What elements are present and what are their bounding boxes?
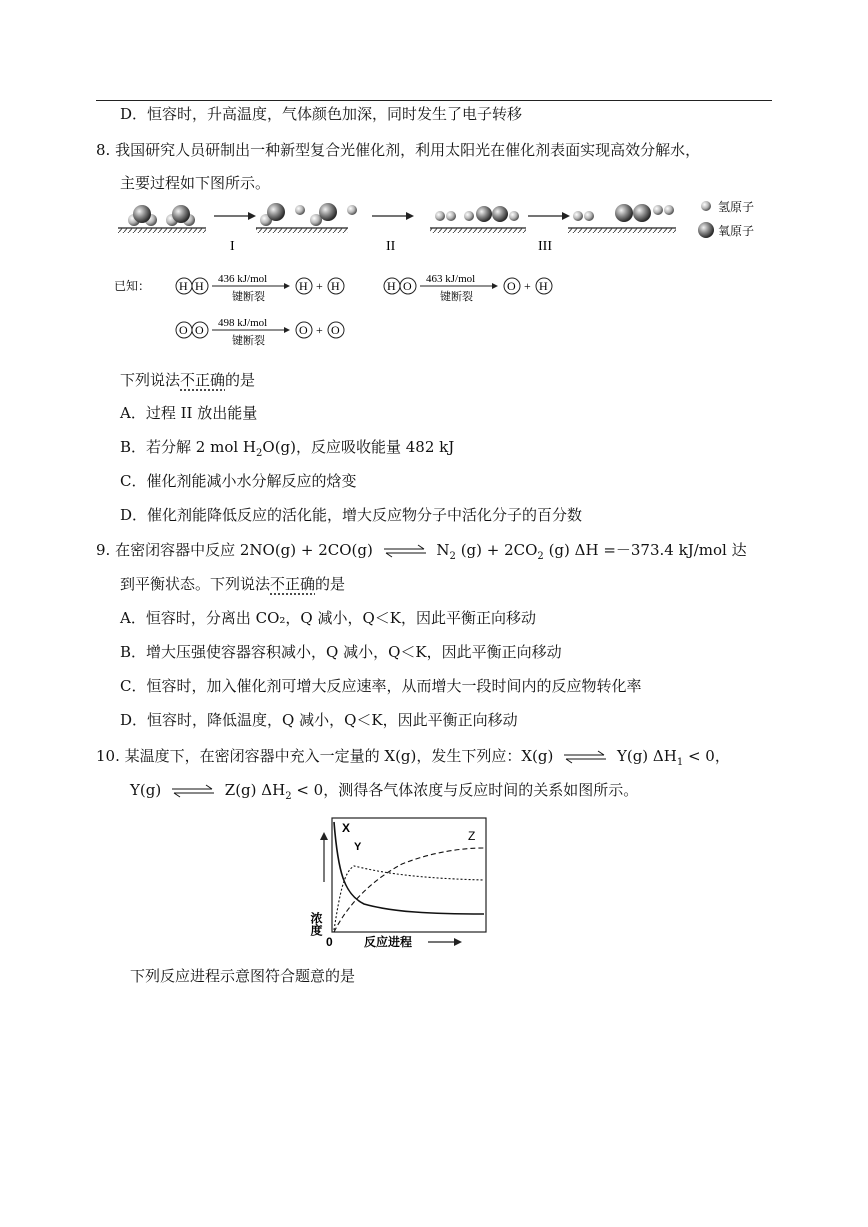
h-atom <box>446 211 456 221</box>
emphasis-not-correct: 不正确 <box>270 575 316 593</box>
break-label: 键断裂 <box>440 290 473 303</box>
legend-h-icon <box>701 201 711 211</box>
h-atom <box>573 211 583 221</box>
o-atom <box>172 205 190 223</box>
q8-option-d[interactable]: D．催化剂能降低反应的活化能，增大反应物分子中活化分子的百分数 <box>120 506 583 524</box>
atom-h: H <box>539 279 548 293</box>
q8-option-b[interactable]: B．若分解 2 mol $H_2O(g)$，反应吸收能量 482 kJ <box>120 438 455 459</box>
h-atom <box>509 211 519 221</box>
equilibrium-arrow-icon <box>382 544 428 558</box>
o-atom <box>476 206 492 222</box>
h-atom <box>653 205 663 215</box>
atom-o: O <box>507 279 516 293</box>
label-z: Z <box>468 829 476 843</box>
step-label-3: III <box>538 239 552 254</box>
h-atom <box>664 205 674 215</box>
q10-question: 下列反应进程示意图符合题意的是 <box>130 967 356 985</box>
arrow-step-2 <box>406 212 414 220</box>
plus-sign: + <box>524 279 531 293</box>
legend-o-label: 氧原子 <box>718 224 755 238</box>
hh-bond-energy: 436 kJ/mol <box>218 273 268 285</box>
atom-h: H <box>195 279 204 293</box>
o-atom <box>492 206 508 222</box>
water-splitting-process-diagram <box>114 196 774 256</box>
label-x: X <box>342 821 351 835</box>
q9-option-b[interactable]: B．增大压强使容器容积减小，Q 减小，Q＜K，因此平衡正向移动 <box>120 643 562 661</box>
h-atom <box>347 205 357 215</box>
atom-o: O <box>179 323 188 337</box>
q9-stem-line2: 到平衡状态。下列说法不正确的是 <box>120 575 346 593</box>
atom-o: O <box>195 323 204 337</box>
q9-option-c[interactable]: C．恒容时，加入催化剂可增大反应速率，从而增大一段时间内的反应物转化率 <box>120 677 642 695</box>
q8-stem-line1: 8. 我国研究人员研制出一种新型复合光催化剂，利用太阳光在催化剂表面实现高效分解水， <box>96 141 701 159</box>
plus-sign: + <box>316 323 323 337</box>
h-atom <box>435 211 445 221</box>
q8-question: 下列说法不正确的是 <box>120 371 256 389</box>
q10-stem-line2: Y(g) Z(g) $\Delta H_2 < 0$，测得各气体浓度与反应时间的关系如图所示。 <box>130 781 639 802</box>
break-label: 键断裂 <box>232 290 265 303</box>
oo-bond-energy: 498 kJ/mol <box>218 317 268 329</box>
step-label-1: I <box>230 239 235 254</box>
curve-z <box>334 848 484 932</box>
y-axis-label: 浓度 <box>309 912 323 936</box>
atom-h: H <box>331 279 340 293</box>
atom-o: O <box>403 279 412 293</box>
q10-stem-line1: 10. 某温度下，在密闭容器中充入一定量的 X(g)，发生下列应：X(g) Y(g) $\Delta H_1 < 0$， <box>96 747 730 768</box>
prev-option-d: D．恒容时，升高温度，气体颜色加深，同时发生了电子转移 <box>120 105 523 123</box>
o-atom <box>615 204 633 222</box>
emphasis-not-correct: 不正确 <box>180 371 226 389</box>
x-axis-arrow <box>454 938 462 946</box>
legend-o-icon <box>698 222 714 238</box>
atom-h: H <box>387 279 396 293</box>
o-atom <box>319 203 337 221</box>
h-atom <box>464 211 474 221</box>
legend-h-label: 氢原子 <box>718 200 755 214</box>
origin-label: 0 <box>326 935 333 949</box>
q8-option-c[interactable]: C．催化剂能减小水分解反应的焓变 <box>120 472 357 490</box>
q9-stem-line1: 9. 在密闭容器中反应 2NO(g) + 2CO(g) $N_2$ $(g) + 2CO_2$ (g) ΔH =－373.4 kJ/mol 达 <box>96 541 747 562</box>
atom-o: O <box>299 323 308 337</box>
plus-sign: + <box>316 279 323 293</box>
h-atom <box>584 211 594 221</box>
step-label-2: II <box>386 239 396 254</box>
h-atom <box>295 205 305 215</box>
known-label: 已知： <box>114 279 151 293</box>
atom-h: H <box>299 279 308 293</box>
curve-x <box>334 822 484 914</box>
atom-o: O <box>331 323 340 337</box>
q8-option-a[interactable]: A．过程 II 放出能量 <box>120 404 258 422</box>
x-axis-label: 反应进程 <box>364 935 413 949</box>
bond-energy-diagram <box>114 268 574 350</box>
o-atom <box>133 205 151 223</box>
o-atom <box>633 204 651 222</box>
q9-option-a[interactable]: A．恒容时，分离出 CO₂，Q 减小，Q＜K，因此平衡正向移动 <box>120 609 536 627</box>
concentration-time-chart <box>309 812 492 952</box>
atom-h: H <box>179 279 188 293</box>
arrow-step-3 <box>562 212 570 220</box>
y-axis-arrow <box>320 832 328 840</box>
break-label: 键断裂 <box>232 334 265 347</box>
q9-option-d[interactable]: D．恒容时，降低温度，Q 减小，Q＜K，因此平衡正向移动 <box>120 711 518 729</box>
header-rule <box>96 100 772 101</box>
label-y: Y <box>354 841 362 853</box>
equilibrium-arrow-icon <box>562 750 608 764</box>
arrow-step-1 <box>248 212 256 220</box>
o-atom <box>267 203 285 221</box>
ho-bond-energy: 463 kJ/mol <box>426 273 476 285</box>
q8-stem-line2: 主要过程如下图所示。 <box>120 174 271 192</box>
equilibrium-arrow-icon <box>170 784 216 798</box>
